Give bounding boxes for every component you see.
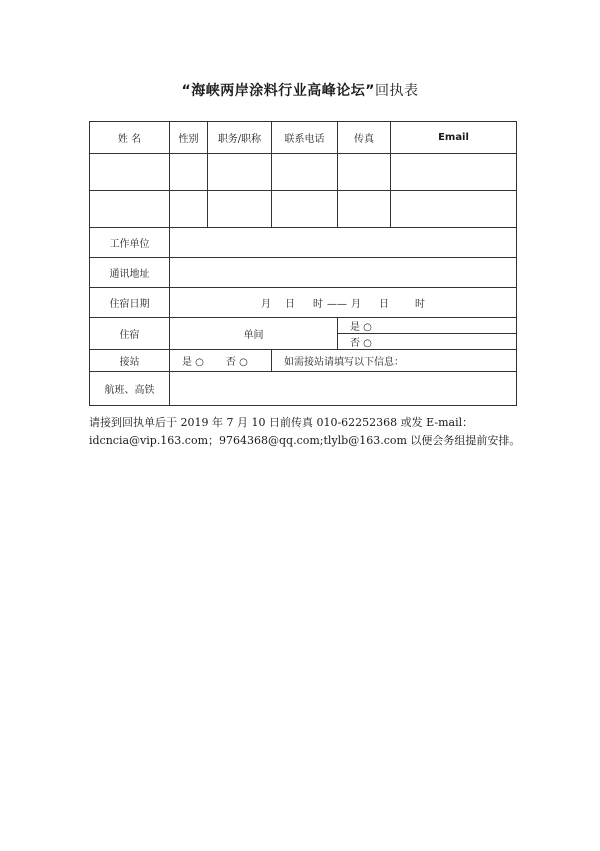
gender-cell-2[interactable] <box>170 191 208 228</box>
stay-day-1: 日 <box>285 299 295 310</box>
attendee-row-2 <box>90 191 517 228</box>
stay-hour-2: 时 <box>415 299 425 310</box>
email-cell-2[interactable] <box>391 191 517 228</box>
pickup-note: 如需接站请填写以下信息： <box>272 350 517 372</box>
header-row <box>90 122 517 154</box>
pickup-yes-option[interactable]: 是 ○ <box>182 357 204 368</box>
phone-cell-2[interactable] <box>272 191 338 228</box>
title-cell-1[interactable] <box>208 154 272 191</box>
work-unit-label: 工作单位 <box>90 228 170 258</box>
note-line-2: idcncia@vip.163.com；9764368@qq.com;tlylb@163.com 以便会务组提前安排。 <box>89 434 521 447</box>
phone-cell-1[interactable] <box>272 154 338 191</box>
attendee-row-1 <box>90 154 517 191</box>
header-email: Email <box>391 122 517 154</box>
stay-date-dash: —— <box>327 299 347 310</box>
flight-label: 航班、高铁 <box>90 372 170 406</box>
address-label: 通讯地址 <box>90 258 170 288</box>
address-field[interactable] <box>170 258 517 288</box>
single-room-label: 单间 <box>170 318 338 350</box>
header-name: 姓 名 <box>90 122 170 154</box>
address-row <box>90 258 517 288</box>
title-cell-2[interactable] <box>208 191 272 228</box>
header-phone: 联系电话 <box>272 122 338 154</box>
stay-yes-option[interactable]: 是 ○ <box>338 318 517 334</box>
stay-month-2: 月 <box>351 299 361 310</box>
stay-no-option[interactable]: 否 ○ <box>338 334 517 350</box>
stay-date-label: 住宿日期 <box>90 288 170 318</box>
stay-date-row <box>90 288 517 318</box>
email-cell-1[interactable] <box>391 154 517 191</box>
header-title: 职务/职称 <box>208 122 272 154</box>
flight-row <box>90 372 517 406</box>
gender-cell-1[interactable] <box>170 154 208 191</box>
stay-label: 住宿 <box>90 318 170 350</box>
submission-note <box>89 414 589 450</box>
title-main: “海峡两岸涂料行业高峰论坛” <box>181 83 375 99</box>
stay-row-yes <box>90 318 517 334</box>
header-gender: 性别 <box>170 122 208 154</box>
fax-cell-2[interactable] <box>338 191 391 228</box>
fax-cell-1[interactable] <box>338 154 391 191</box>
work-unit-row <box>90 228 517 258</box>
pickup-row <box>90 350 517 372</box>
stay-date-field[interactable] <box>170 288 517 318</box>
stay-day-2: 日 <box>379 299 389 310</box>
note-line-1: 请接到回执单后于 2019 年 7 月 10 日前传真 010-62252368 或发 E-mail： <box>89 416 474 429</box>
pickup-options <box>170 350 272 372</box>
flight-field[interactable] <box>170 372 517 406</box>
work-unit-field[interactable] <box>170 228 517 258</box>
page-title <box>0 80 600 100</box>
stay-month-1: 月 <box>261 299 271 310</box>
title-suffix: 回执表 <box>374 83 419 99</box>
stay-hour-1: 时 <box>313 299 323 310</box>
pickup-no-option[interactable]: 否 ○ <box>225 357 248 368</box>
receipt-form-table <box>89 121 517 406</box>
name-cell-1[interactable] <box>90 154 170 191</box>
pickup-label: 接站 <box>90 350 170 372</box>
name-cell-2[interactable] <box>90 191 170 228</box>
header-fax: 传真 <box>338 122 391 154</box>
